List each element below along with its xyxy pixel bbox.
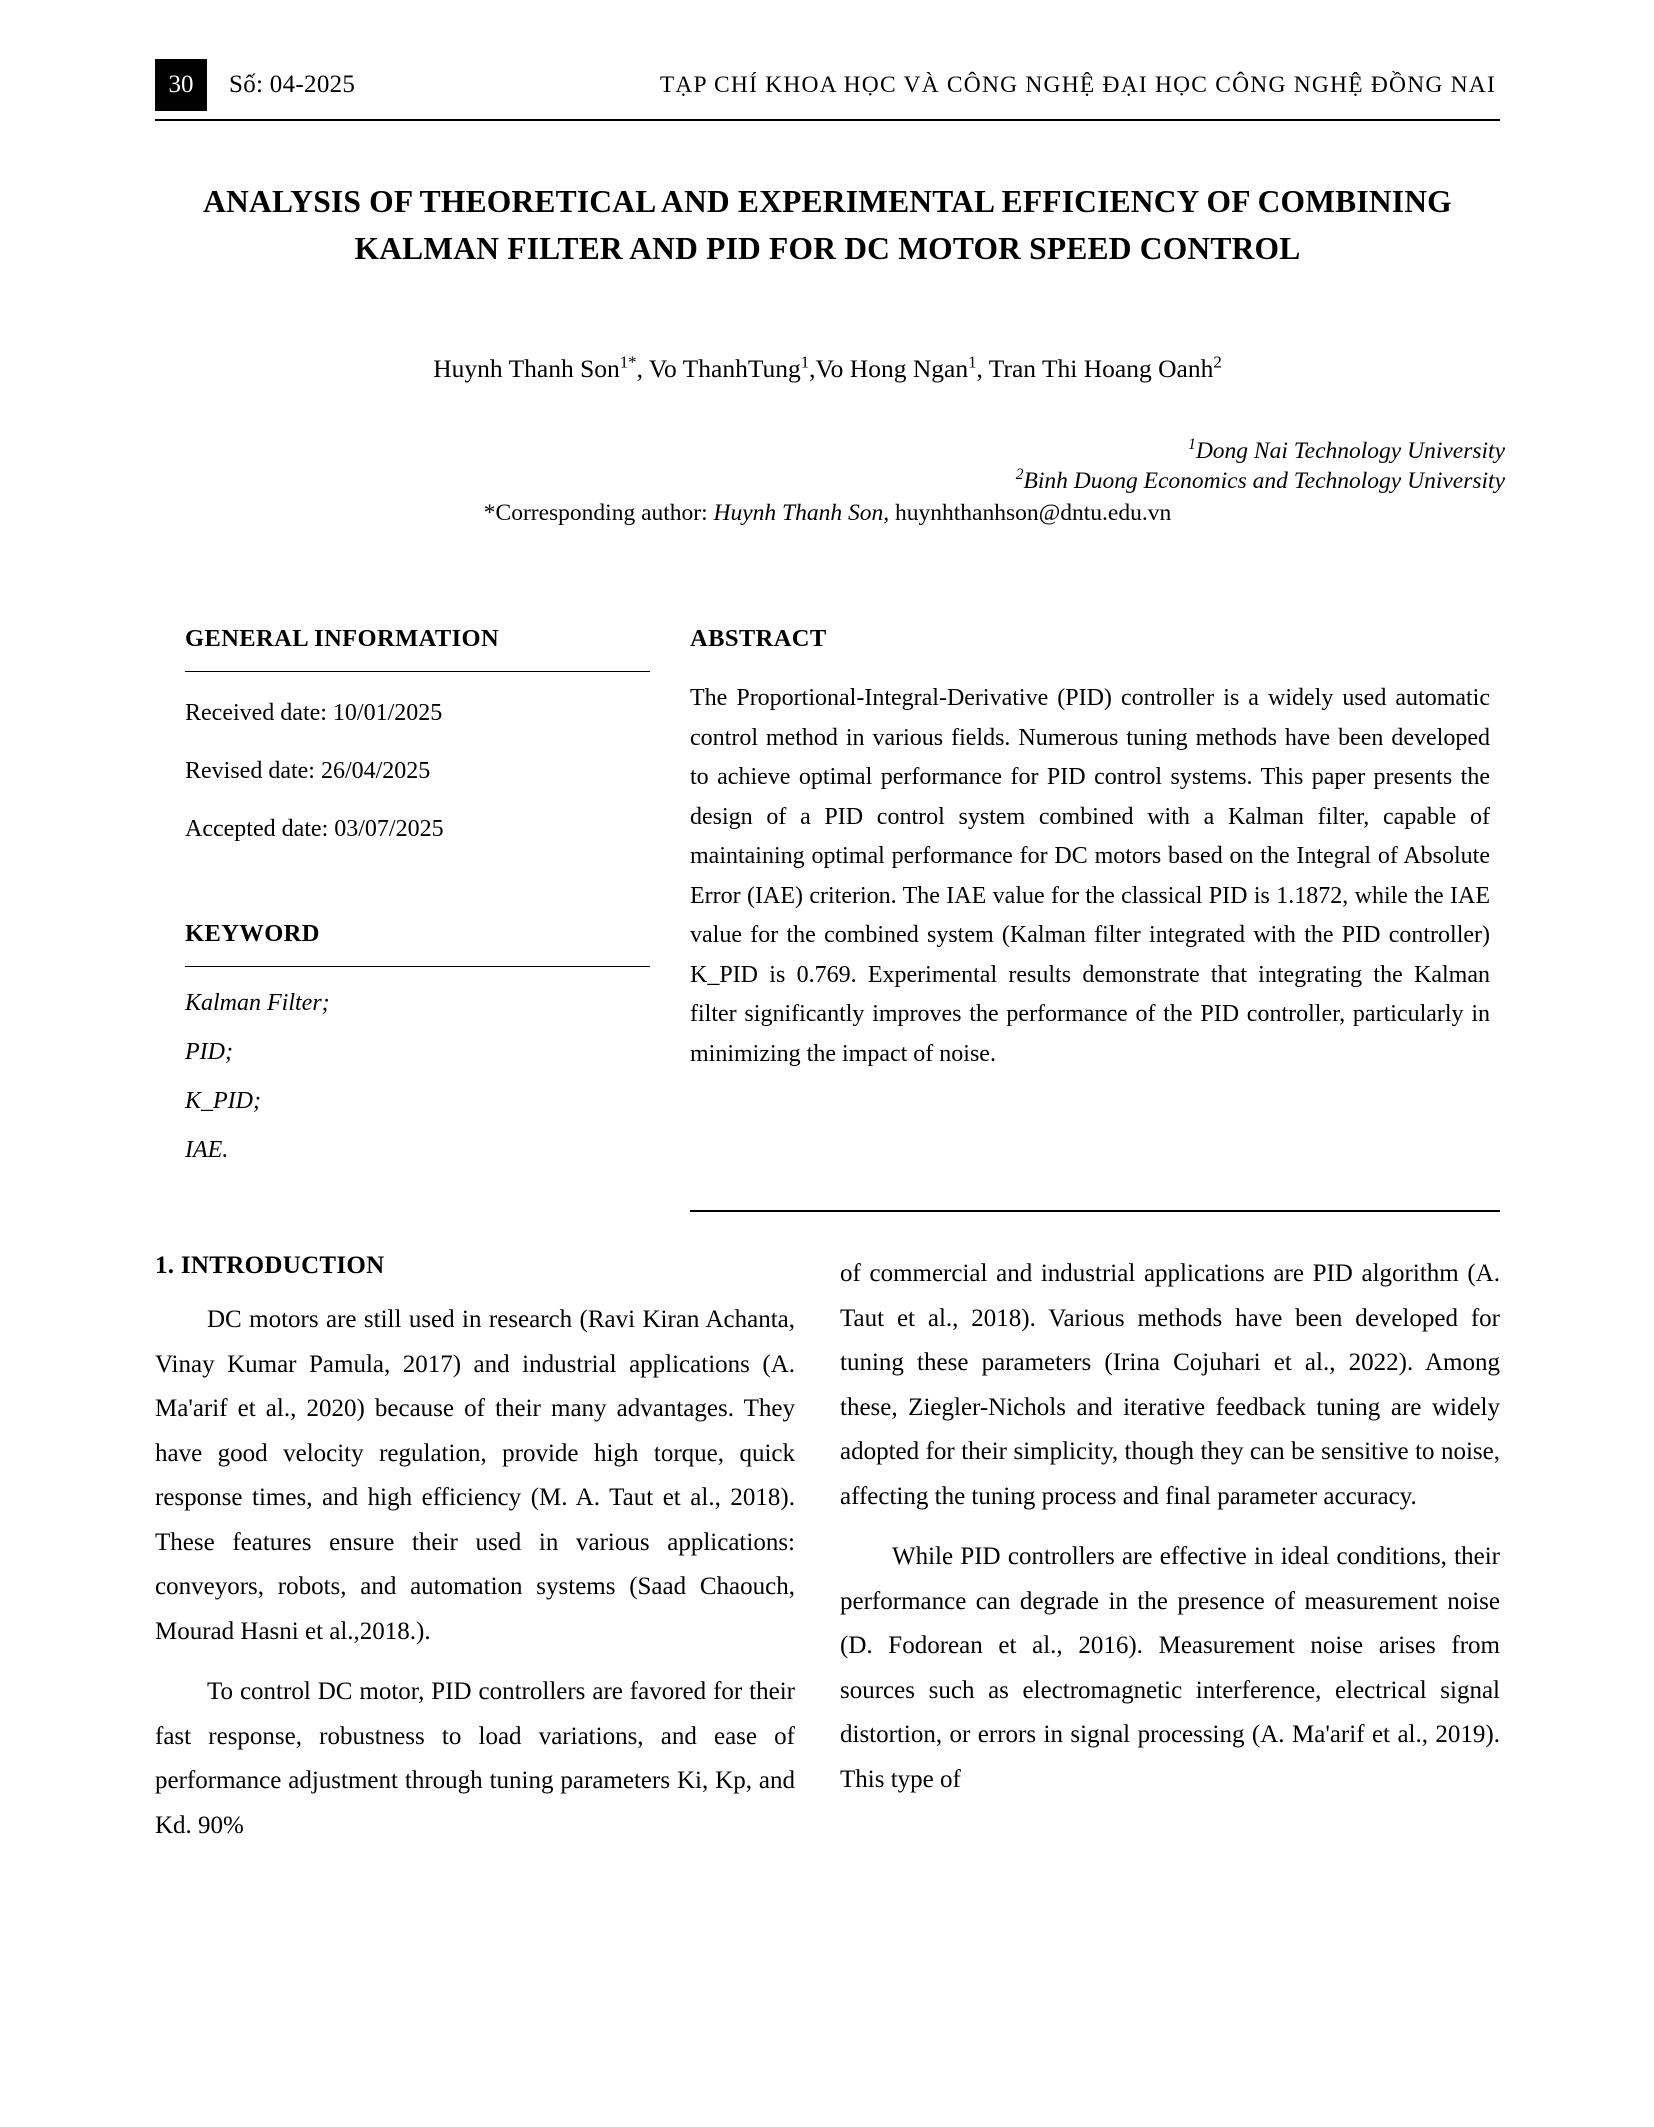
page-title: ANALYSIS OF THEORETICAL AND EXPERIMENTAL EFFICIENCY OF COMBINING KALMAN FILTER AND PID FOR DC MOTOR SPEED CONTROL [203, 184, 1452, 266]
keyword-item: IAE. [185, 1137, 229, 1163]
keyword-item: Kalman Filter; [185, 990, 330, 1016]
keyword-item: K_PID; [185, 1088, 261, 1114]
abstract-divider [690, 1210, 1500, 1212]
issue-label: Số: 04-2025 [229, 71, 356, 98]
journal-name: TẠP CHÍ KHOA HỌC VÀ CÔNG NGHỆ ĐẠI HỌC CÔNG NGHỆ ĐỒNG NAI [659, 71, 1496, 98]
body-column-left [155, 1252, 795, 1864]
accepted-date: Accepted date: 03/07/2025 [185, 816, 444, 842]
general-information-heading: GENERAL INFORMATION [185, 625, 500, 652]
page-number: 30 [155, 59, 207, 111]
affiliation-2-text: Binh Duong Economics and Technology University [1023, 468, 1505, 494]
affiliation-2 [150, 466, 1505, 496]
general-information-divider [185, 671, 650, 672]
author-list [150, 352, 1505, 386]
abstract-heading: ABSTRACT [690, 625, 827, 652]
affiliation-2-sup: 2 [1015, 466, 1024, 484]
paragraph: of commercial and industrial applications are PID algorithm (A. Taut et al., 2018). Various methods have been developed for tuning these parameters (Irina Cojuhari et al., 2022). Among these, Ziegler-Nichols and iterative feedback tuning are widely adopted for their simplicity, though they can be sensitive to noise, affecting the tuning process and final parameter accuracy. [840, 1260, 1500, 1510]
author-3-sup: 1 [968, 352, 977, 372]
author-sep-1: , Vo ThanhTung [636, 354, 801, 383]
affiliation-1-sup: 1 [1188, 436, 1196, 454]
paragraph: To control DC motor, PID controllers are favored for their fast response, robustness to load variations, and ease of performance adjustment through tuning parameters Ki, Kp, and Kd. 90% [155, 1678, 795, 1839]
author-2-sup: 1 [800, 352, 810, 372]
keyword-heading: KEYWORD [185, 920, 320, 947]
corresponding-label: *Corresponding author: [483, 500, 714, 526]
affiliations [150, 436, 1505, 528]
corresponding-author [150, 498, 1505, 528]
author-1: Huynh Thanh Son [433, 354, 620, 383]
revised-date: Revised date: 26/04/2025 [185, 758, 431, 784]
keyword-divider [185, 966, 650, 967]
body-column-right [840, 1252, 1500, 1818]
author-sep-2: ,Vo Hong Ngan [809, 354, 969, 383]
author-1-sup: 1* [619, 352, 637, 372]
abstract-text: The Proportional-Integral-Derivative (PID) controller is a widely used automatic control method in various fields. Numerous tuning methods have been developed to achieve optimal performance for PID control systems. This paper presents the design of a PID control system combined with a Kalman filter, capable of maintaining optimal performance for DC motors based on the Integral of Absolute Error (IAE) criterion. The IAE value for the classical PID is 1.1872, while the IAE value for the combined system (Kalman filter integrated with the PID controller) K_PID is 0.769. Experimental results demonstrate that integrating the Kalman filter significantly improves the performance of the PID controller, particularly in minimizing the impact of noise. [690, 685, 1490, 1067]
keyword-item: PID; [185, 1039, 233, 1065]
paragraph: While PID controllers are effective in ideal conditions, their performance can degrade in the presence of measurement noise (D. Fodorean et al., 2016). Measurement noise arises from sources such as electromagnetic interference, electrical signal distortion, or errors in signal processing (A. Ma'arif et al., 2019). This type of [840, 1543, 1500, 1793]
received-date: Received date: 10/01/2025 [185, 700, 443, 726]
author-4-sup: 2 [1213, 352, 1222, 372]
page-header [155, 52, 1500, 118]
abstract-block [690, 625, 1490, 1074]
author-sep-3: , Tran Thi Hoang Oanh [976, 354, 1214, 383]
paragraph: DC motors are still used in research (Ravi Kiran Achanta, Vinay Kumar Pamula, 2017) and industrial applications (A. Ma'arif et al., 2020) because of their many advantages. They have good velocity regulation, provide high torque, quick response times, and high efficiency (M. A. Taut et al., 2018). These features ensure their used in various applications: conveyors, robots, and automation systems (Saad Chaouch, Mourad Hasni et al.,2018.). [155, 1306, 795, 1645]
corresponding-email[interactable]: huynhthanhson@dntu.edu.vn [889, 500, 1172, 526]
header-divider [155, 119, 1500, 121]
corresponding-name: Huynh Thanh Son, [713, 500, 890, 526]
affiliation-1-text: Dong Nai Technology University [1195, 438, 1505, 464]
section-heading-introduction: 1. INTRODUCTION [155, 1252, 385, 1279]
general-information-block [185, 625, 655, 1175]
affiliation-1 [150, 436, 1505, 466]
